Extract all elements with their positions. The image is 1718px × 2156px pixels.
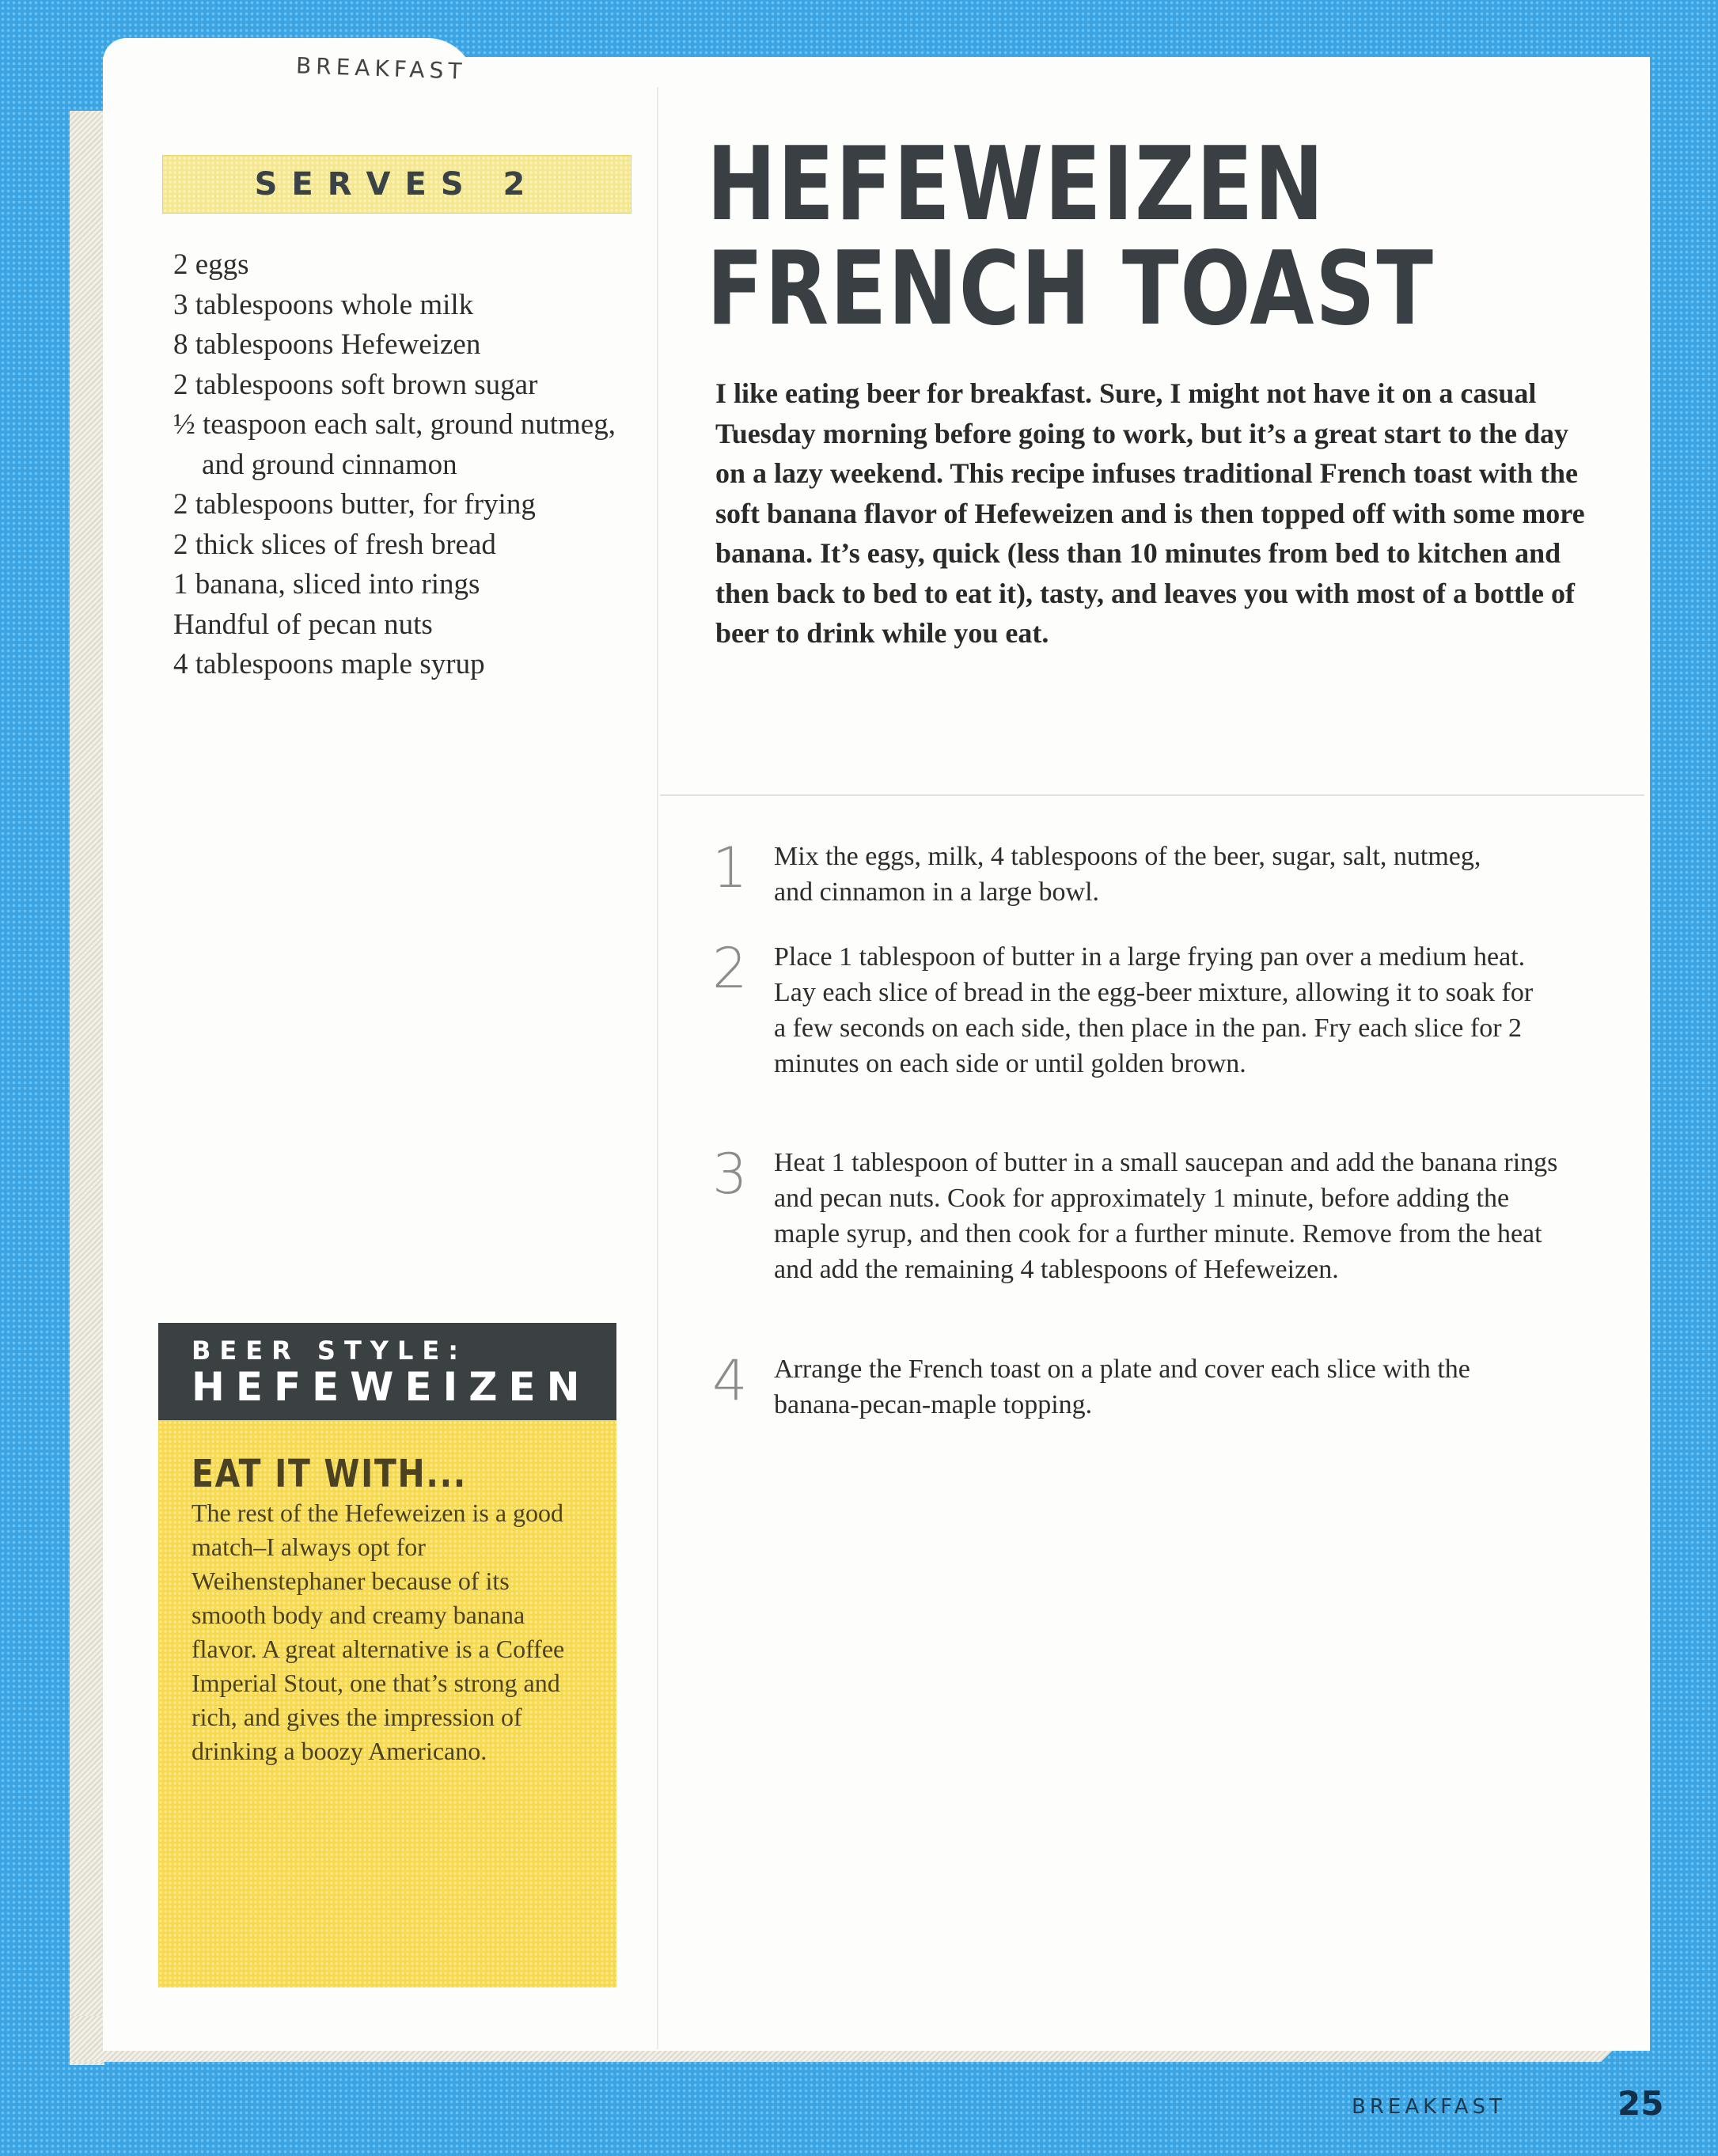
- step-3: [712, 1142, 1599, 1287]
- beer-style-name: HEFEWEIZEN: [192, 1364, 591, 1410]
- step-number: 2: [712, 936, 748, 1001]
- beer-style-label: BEER STYLE:: [192, 1336, 467, 1366]
- eat-it-with-box: [158, 1420, 616, 1987]
- eat-it-with-text: The rest of the Hefeweizen is a good match–I always opt for Weihenstephaner because of its smooth body and creamy banana flavor. A great alternative is a Coffee Imperial Stout, one that’s strong and rich, and gives the impression of drinking a boozy Americano.: [192, 1499, 565, 1765]
- section-tab-label: BREAKFAST: [295, 52, 467, 85]
- beer-style-header: [158, 1323, 616, 1420]
- eat-it-with-heading: EAT IT WITH...: [192, 1452, 467, 1496]
- ingredient-item: 1 banana, sliced into rings: [173, 568, 480, 601]
- recipe-intro: I like eating beer for breakfast. Sure, I might not have it on a casual Tuesday morning before going to work, but it’s a great start to the day on a lazy weekend. This recipe infuses traditional French toast with the soft banana flavor of Hefeweizen and is then topped off with some more banana. It’s easy, quick (less than 10 minutes from bed to kitchen and then back to bed to eat it), tasty, and leaves you with most of a bottle of beer to drink while you eat.: [715, 377, 1585, 649]
- step-2: [712, 936, 1599, 1082]
- ingredient-item: 2 thick slices of fresh bread: [173, 528, 496, 561]
- serves-banner: SERVES 2: [162, 155, 631, 214]
- step-number: 4: [712, 1348, 748, 1413]
- column-divider: [657, 87, 658, 2049]
- step-number: 1: [712, 835, 748, 900]
- recipe-title: [707, 126, 1435, 348]
- ingredient-item: 8 tablespoons Hefeweizen: [173, 328, 481, 361]
- ingredient-item: Handful of pecan nuts: [173, 608, 433, 641]
- step-text: Heat 1 tablespoon of butter in a small saucepan and add the banana rings and pecan nuts. Cook for approximately 1 minute, before adding the maple syrup, and then cook for a further minute. Remove from the heat and add the remaining 4 tablespoons of Hefeweizen.: [774, 1148, 1558, 1284]
- footer-section-label: BREAKFAST: [1352, 2095, 1506, 2119]
- page-number: 25: [1617, 2084, 1664, 2123]
- page-edge-left: [70, 111, 104, 2065]
- title-line-2: FRENCH TOAST: [707, 230, 1435, 348]
- ingredient-item: 2 eggs: [173, 248, 249, 281]
- ingredient-item: ½ teaspoon each salt, ground nutmeg, and ground cinnamon: [173, 408, 616, 481]
- ingredient-item: 2 tablespoons butter, for frying: [173, 488, 536, 521]
- ingredient-item: 3 tablespoons whole milk: [173, 288, 474, 321]
- ingredient-item: 2 tablespoons soft brown sugar: [173, 368, 538, 401]
- step-text: Mix the eggs, milk, 4 tablespoons of the beer, sugar, salt, nutmeg, and cinnamon in a large bowl.: [774, 842, 1481, 907]
- step-text: Place 1 tablespoon of butter in a large frying pan over a medium heat. Lay each slice of bread in the egg-beer mixture, allowing it to soak for a few seconds on each side, then place in the pan. Fry each slice for 2 minutes on each side or until golden brown.: [774, 942, 1534, 1078]
- step-4: [712, 1348, 1599, 1423]
- ingredient-item: 4 tablespoons maple syrup: [173, 648, 485, 680]
- step-1: [712, 835, 1599, 910]
- step-text: Arrange the French toast on a plate and cover each slice with the banana-pecan-maple topping.: [774, 1355, 1470, 1419]
- ingredient-list: [173, 245, 645, 685]
- title-line-1: HEFEWEIZEN: [707, 126, 1325, 244]
- section-divider: [660, 794, 1644, 796]
- step-number: 3: [712, 1142, 748, 1207]
